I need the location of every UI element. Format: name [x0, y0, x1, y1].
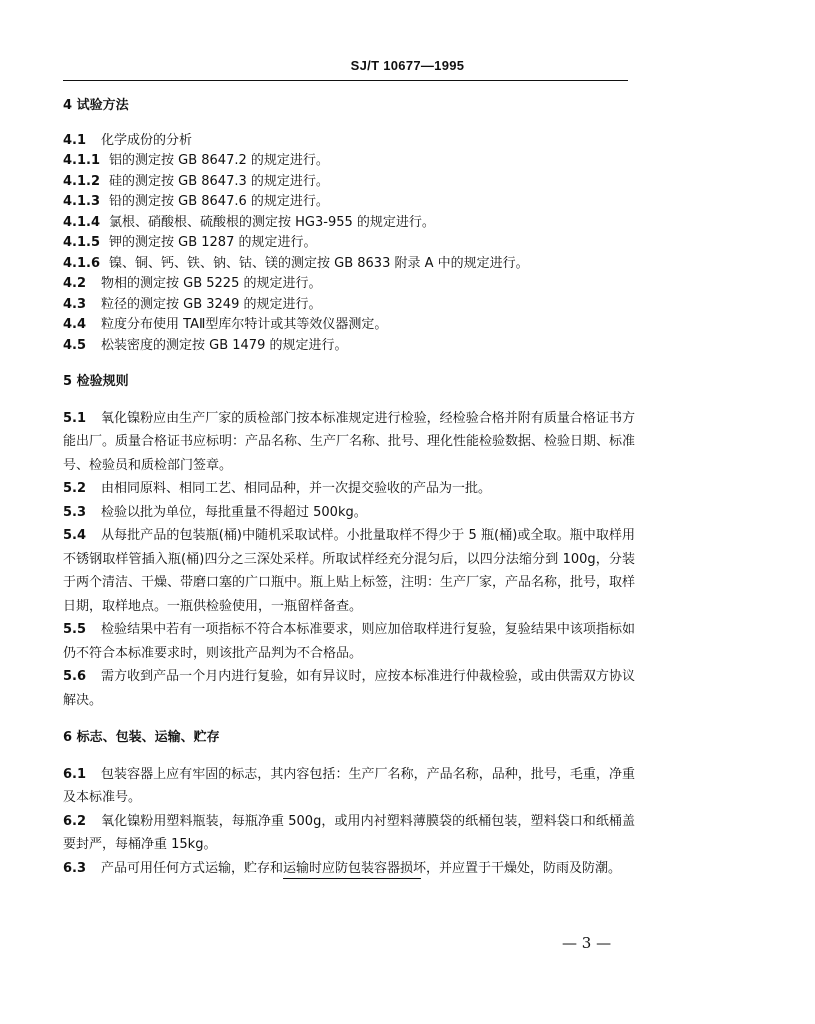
- clause-5-4: [63, 524, 635, 618]
- clause-number: 4.1.1: [63, 153, 101, 168]
- clause-number: 4.4: [63, 317, 87, 332]
- clause-text: 铝的测定按 GB 8647.2 的规定进行。: [109, 153, 329, 168]
- clause-number: 4.5: [63, 337, 87, 353]
- clause-6-3: [63, 857, 635, 881]
- clause-number: 5.3: [63, 504, 87, 520]
- clause-number: 4.1.3: [63, 194, 101, 209]
- section-4-list: [63, 131, 635, 357]
- clause-4-1-2: [63, 172, 635, 193]
- clause-text: 氯根、硝酸根、硫酸根的测定按 HG3-955 的规定进行。: [109, 214, 435, 230]
- clause-4-1-3: [63, 192, 635, 213]
- clause-text: 检验结果中若有一项指标不符合本标准要求，则应加倍取样进行复验，复验结果中该项指标如仍不符合本标准要求时，则该批产品判为不合格品。: [63, 622, 635, 661]
- clause-text: 产品可用任何方式运输，贮存和运输时应防包装容器损坏，并应置于干燥处，防雨及防潮。: [101, 860, 622, 876]
- clause-text: 由相同原料、相同工艺、相同品种，并一次提交验收的产品为一批。: [101, 481, 492, 496]
- clause-text: 氧化镍粉应由生产厂家的质检部门按本标准规定进行检验，经检验合格并附有质量合格证书方能出厂。质量合格证书应标明：产品名称、生产厂名称、批号、理化性能检验数据、检验日期、标准号、检验员和质检部门签章。: [63, 410, 636, 473]
- clause-text: 镍、铜、钙、铁、钠、钴、镁的测定按 GB 8633 附录 A 中的规定进行。: [109, 255, 529, 271]
- section-6-title: 6 标志、包装、运输、贮存: [63, 730, 220, 745]
- clause-4-4: [63, 315, 635, 336]
- clause-text: 铅的测定按 GB 8647.6 的规定进行。: [109, 194, 329, 209]
- clause-number: 4.3: [63, 296, 87, 312]
- clause-number: 5.2: [63, 481, 87, 496]
- clause-4-1-1: [63, 151, 635, 172]
- document-header: SJ/T 10677—1995: [350, 58, 465, 73]
- clause-number: 4.1.4: [63, 214, 101, 230]
- clause-text: 物相的测定按 GB 5225 的规定进行。: [101, 276, 322, 291]
- clause-text: 氧化镍粉用塑料瓶装，每瓶净重 500g，或用内衬塑料薄膜袋的纸桶包装，塑料袋口和纸桶盖要封严，每桶净重 15kg。: [63, 813, 635, 852]
- clause-text: 钾的测定按 GB 1287 的规定进行。: [109, 235, 317, 250]
- page-number: — 3 —: [562, 934, 612, 952]
- clause-5-2: [63, 477, 635, 501]
- clause-number: 4.2: [63, 276, 87, 291]
- clause-number: 4.1.6: [63, 255, 101, 271]
- clause-number: 6.3: [63, 860, 87, 876]
- clause-5-3: [63, 501, 635, 525]
- clause-number: 5.1: [63, 410, 87, 426]
- document-body: [63, 96, 635, 880]
- clause-text: 包装容器上应有牢固的标志，其内容包括：生产厂名称，产品名称，品种，批号，毛重，净重及本标准号。: [63, 766, 635, 805]
- clause-4-3: [63, 295, 635, 316]
- clause-6-1: [63, 763, 635, 810]
- clause-text: 需方收到产品一个月内进行复验，如有异议时，应按本标准进行仲裁检验，或由供需双方协议解决。: [63, 669, 635, 708]
- header-rule: [63, 80, 628, 81]
- section-4-title: 4 试验方法: [63, 98, 129, 113]
- clause-5-6: [63, 665, 635, 712]
- clause-text: 化学成份的分析: [101, 132, 193, 148]
- clause-text: 检验以批为单位，每批重量不得超过 500kg。: [101, 504, 367, 520]
- clause-4-5: [63, 336, 635, 357]
- clause-number: 6.1: [63, 766, 87, 782]
- clause-number: 5.4: [63, 528, 87, 543]
- section-5-list: [63, 407, 635, 713]
- clause-number: 5.5: [63, 622, 87, 637]
- clause-6-2: [63, 810, 635, 857]
- clause-4-1-4: [63, 213, 635, 234]
- clause-5-5: [63, 618, 635, 665]
- clause-number: 5.6: [63, 669, 87, 684]
- clause-number: 4.1.2: [63, 173, 101, 189]
- clause-text: 松装密度的测定按 GB 1479 的规定进行。: [101, 337, 348, 353]
- clause-number: 4.1: [63, 132, 87, 148]
- clause-text: 粒度分布使用 TAⅡ型库尔特计或其等效仪器测定。: [101, 317, 388, 332]
- clause-text: 粒径的测定按 GB 3249 的规定进行。: [101, 296, 322, 312]
- clause-number: 4.1.5: [63, 235, 101, 250]
- clause-text: 硅的测定按 GB 8647.3 的规定进行。: [109, 173, 329, 189]
- end-rule: [283, 878, 421, 879]
- clause-4-2: [63, 274, 635, 295]
- section-6-list: [63, 763, 635, 881]
- clause-4-1: [63, 131, 635, 152]
- clause-4-1-6: [63, 254, 635, 275]
- clause-number: 6.2: [63, 813, 87, 829]
- clause-text: 从每批产品的包装瓶(桶)中随机采取试样。小批量取样不得少于 5 瓶(桶)或全取。瓶中取样用不锈钢取样管插入瓶(桶)四分之三深处采样。所取试样经充分混匀后，以四分法缩分到 100g，分装于两个清洁、干燥、带磨口塞的广口瓶中。瓶上贴上标签，注明：生产厂家，产品名称，批号，取样日期，取样地点。一瓶供检验使用，一瓶留样备查。: [63, 528, 636, 614]
- section-5-title: 5 检验规则: [63, 374, 129, 389]
- clause-4-1-5: [63, 233, 635, 254]
- clause-5-1: [63, 407, 635, 478]
